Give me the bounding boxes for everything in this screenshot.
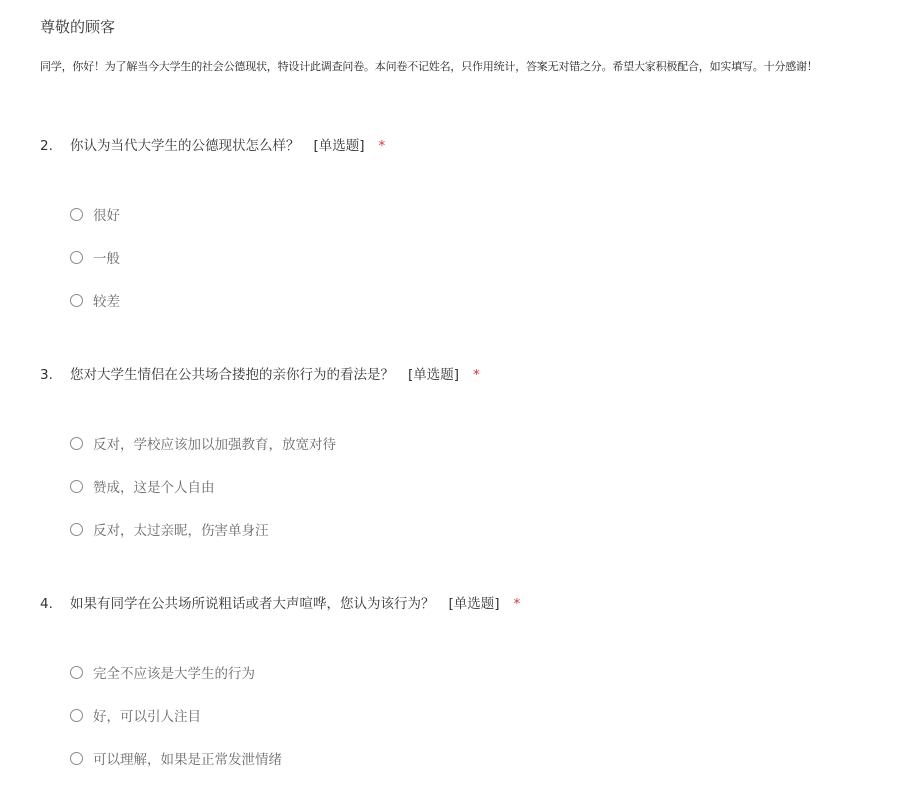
question-title-wrap <box>70 592 520 616</box>
radio-unchecked-icon[interactable] <box>70 523 83 536</box>
question-title-wrap <box>70 363 480 387</box>
radio-unchecked-icon[interactable] <box>70 294 83 307</box>
option-label: 完全不应该是大学生的行为 <box>93 666 255 682</box>
radio-unchecked-icon[interactable] <box>70 480 83 493</box>
required-marker: * <box>473 367 480 383</box>
question-title: 你认为当代大学生的公德现状怎么样？ <box>70 138 300 154</box>
question-type: [单选题] <box>408 367 460 383</box>
question-title: 您对大学生情侣在公共场合搂抱的亲你行为的看法是？ <box>70 367 394 383</box>
question-2-header <box>40 134 880 158</box>
greeting-heading: 尊敬的顾客 <box>40 18 116 36</box>
question-number: 4. <box>40 596 53 612</box>
option-label: 较差 <box>93 294 120 310</box>
option-label: 好，可以引人注目 <box>93 709 201 725</box>
option-label: 赞成，这是个人自由 <box>93 480 215 496</box>
question-type: [单选题] <box>313 138 365 154</box>
radio-unchecked-icon[interactable] <box>70 709 83 722</box>
radio-unchecked-icon[interactable] <box>70 208 83 221</box>
radio-unchecked-icon[interactable] <box>70 437 83 450</box>
question-title: 如果有同学在公共场所说粗话或者大声喧哗，您认为该行为？ <box>70 596 435 612</box>
option-label: 反对，太过亲昵，伤害单身汪 <box>93 523 269 539</box>
radio-unchecked-icon[interactable] <box>70 752 83 765</box>
required-marker: * <box>513 596 521 612</box>
option-label: 很好 <box>93 208 120 224</box>
question-3-header <box>40 363 880 387</box>
required-marker: * <box>378 138 386 154</box>
option-label: 一般 <box>93 251 120 267</box>
question-number: 2. <box>40 138 53 154</box>
question-4-header <box>40 592 880 616</box>
option-label: 可以理解，如果是正常发泄情绪 <box>93 752 282 768</box>
question-title-wrap <box>70 134 385 158</box>
option-label: 反对，学校应该加以加强教育，放宽对待 <box>93 437 336 453</box>
radio-unchecked-icon[interactable] <box>70 666 83 679</box>
survey-intro: 同学，你好！为了解当今大学生的社会公德现状，特设计此调查问卷。本问卷不记姓名，只作用统计，答案无对错之分。希望大家积极配合，如实填写。十分感谢！ <box>40 60 818 73</box>
question-type: [单选题] <box>448 596 500 612</box>
question-number: 3. <box>40 367 53 383</box>
radio-unchecked-icon[interactable] <box>70 251 83 264</box>
